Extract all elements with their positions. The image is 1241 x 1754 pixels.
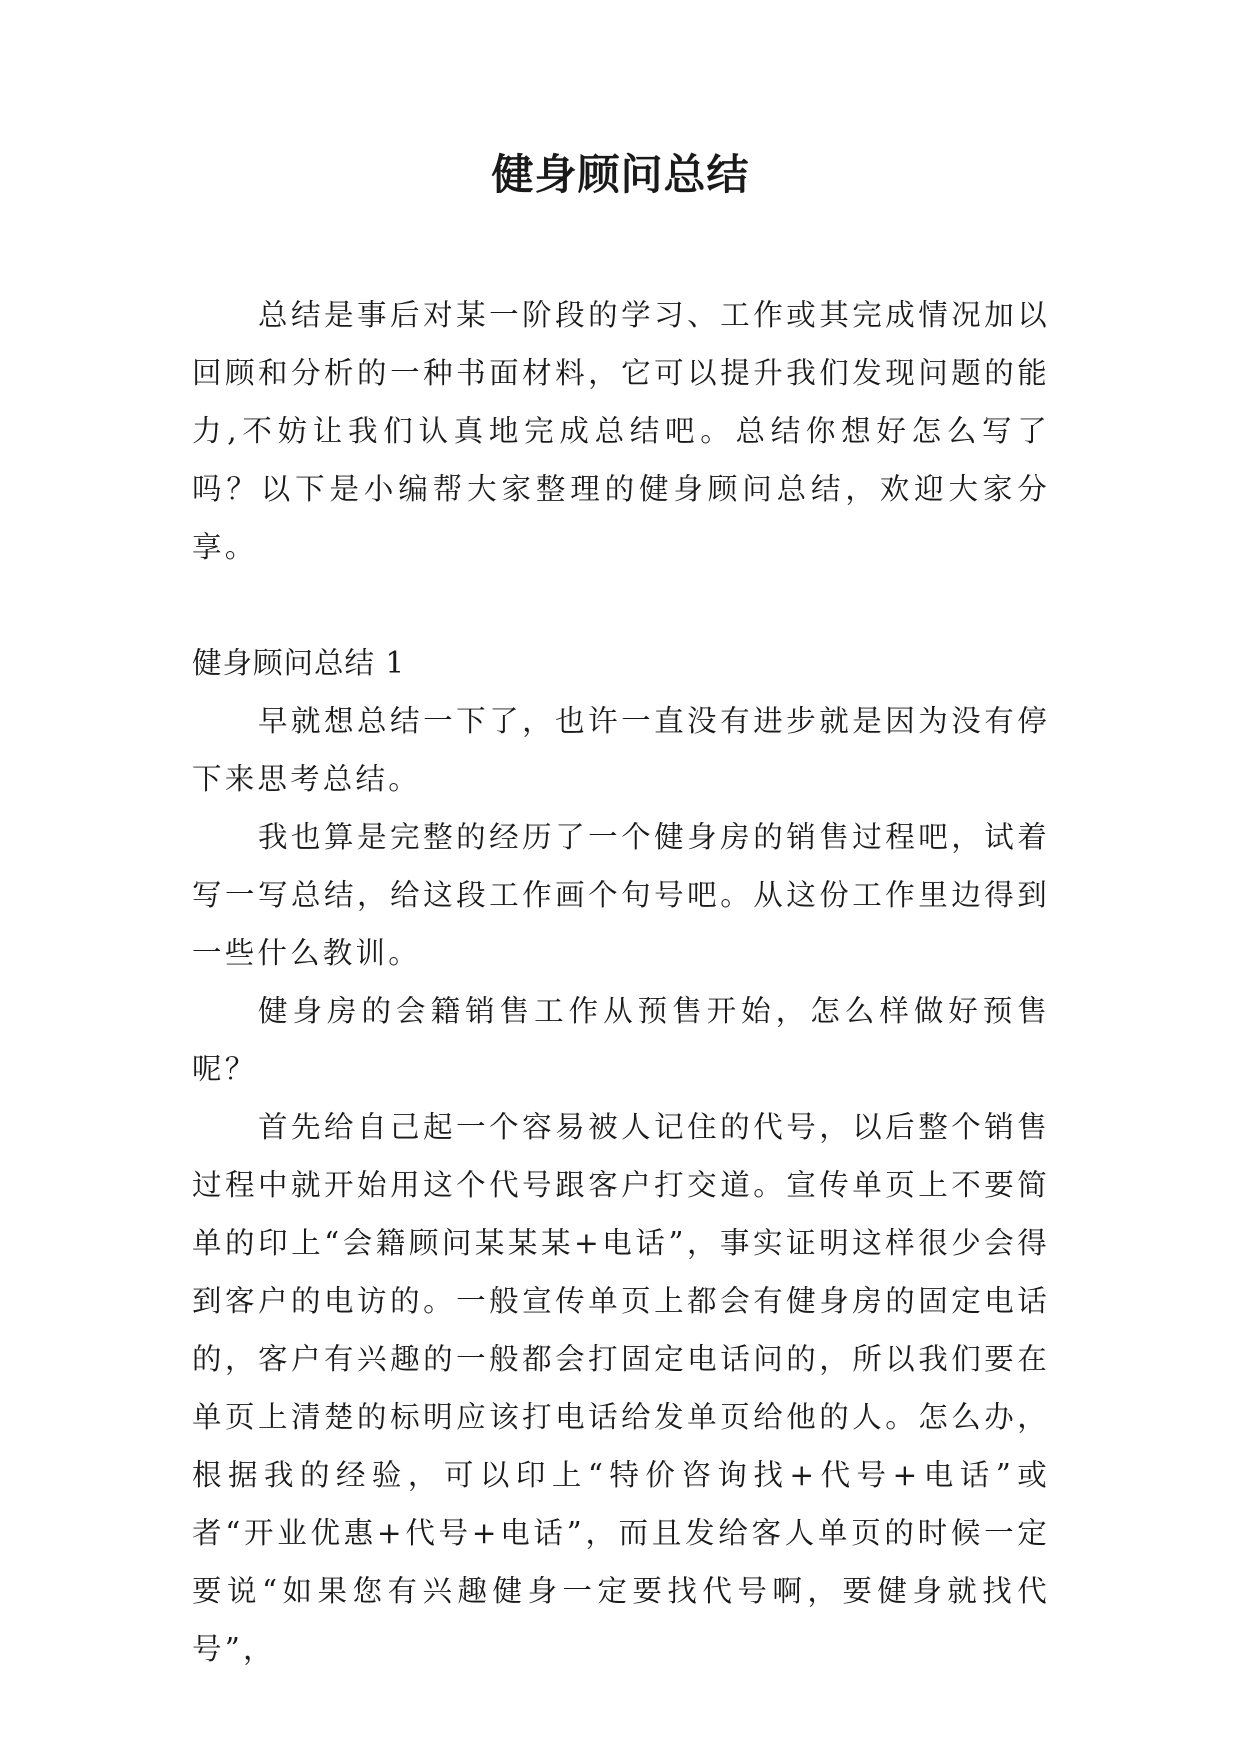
document-title: 健身顾问总结 [491, 150, 750, 199]
intro-paragraph: 总结是事后对某一阶段的学习、工作或其完成情况加以回顾和分析的一种书面材料，它可以提升我们发现问题的能力,不妨让我们认真地完成总结吧。总结你想好怎么写了吗？以下是小编帮大家整理的健身顾问总结，欢迎大家分享。 [192, 298, 1050, 564]
section-heading: 健身顾问总结 1 [192, 646, 406, 680]
body-paragraph-2: 我也算是完整的经历了一个健身房的销售过程吧，试着写一写总结，给这段工作画个句号吧。从这份工作里边得到一些什么教训。 [192, 820, 1050, 970]
document-body [192, 286, 1050, 1678]
body-paragraph-4: 首先给自己起一个容易被人记住的代号，以后整个销售过程中就开始用这个代号跟客户打交道。宣传单页上不要简单的印上“会籍顾问某某某+电话”，事实证明这样很少会得到客户的电访的。一般宣传单页上都会有健身房的固定电话的，客户有兴趣的一般都会打固定电话问的，所以我们要在单页上清楚的标明应该打电话给发单页给他的人。怎么办，根据我的经验，可以印上“特价咨询找+代号+电话”或者“开业优惠+代号+电话”，而且发给客人单页的时候一定要说“如果您有兴趣健身一定要找代号啊，要健身就找代号”， [192, 1110, 1050, 1666]
body-paragraph-1: 早就想总结一下了，也许一直没有进步就是因为没有停下来思考总结。 [192, 704, 1050, 796]
body-paragraph-3: 健身房的会籍销售工作从预售开始，怎么样做好预售呢？ [192, 994, 1050, 1086]
